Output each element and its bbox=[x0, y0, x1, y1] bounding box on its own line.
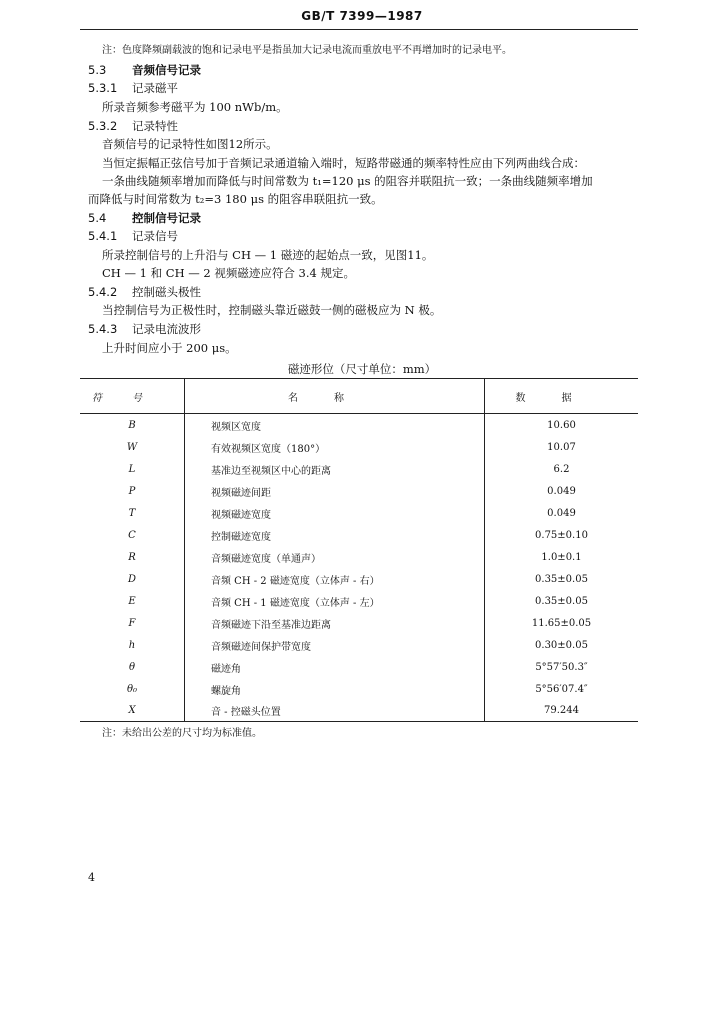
name-cell: 音频磁迹下沿至基准边距离 bbox=[185, 612, 485, 634]
name-cell: 螺旋角 bbox=[185, 678, 485, 700]
table-row bbox=[80, 436, 638, 458]
symbol-cell: W bbox=[80, 436, 185, 458]
section-title: 控制信号记录 bbox=[132, 211, 201, 225]
table-row bbox=[80, 700, 638, 722]
section-title: 记录信号 bbox=[132, 229, 178, 243]
symbol-cell: B bbox=[80, 414, 185, 437]
section-number: 5.3 bbox=[88, 63, 107, 77]
section-number: 5.3.1 bbox=[88, 81, 118, 95]
section-title: 控制磁头极性 bbox=[132, 285, 201, 299]
value-cell: 5°57′50.3″ bbox=[535, 661, 588, 673]
paragraph-continuation: 而降低与时间常数为 t₂=3 180 μs 的阻容串联阻抗一致。 bbox=[88, 192, 383, 206]
name-cell: 音频磁迹宽度（单通声） bbox=[185, 546, 485, 568]
value-cell: 0.049 bbox=[547, 507, 576, 519]
table-caption: 磁迹形位（尺寸单位：mm） bbox=[287, 362, 437, 376]
name-cell: 视频磁迹宽度 bbox=[185, 502, 485, 524]
paragraph: 所录控制信号的上升沿与 CH — 1 磁迹的起始点一致，见图11。 bbox=[102, 248, 434, 262]
table-row bbox=[80, 502, 638, 524]
value-cell: 0.35±0.05 bbox=[535, 595, 588, 607]
section-5-3-heading bbox=[88, 62, 201, 78]
document-header: GB/T 7399—1987 bbox=[301, 9, 423, 23]
value-cell: 0.049 bbox=[547, 485, 576, 497]
symbol-cell: θ₀ bbox=[80, 678, 185, 700]
section-number: 5.3.2 bbox=[88, 119, 118, 133]
symbol-cell: T bbox=[80, 502, 185, 524]
symbol-cell: F bbox=[80, 612, 185, 634]
track-dimensions-table bbox=[80, 378, 638, 722]
table-row bbox=[80, 612, 638, 634]
paragraph: 当控制信号为正极性时，控制磁头靠近磁鼓一侧的磁极应为 N 极。 bbox=[102, 303, 442, 317]
value-cell: 5°56′07.4″ bbox=[535, 683, 588, 695]
section-number: 5.4 bbox=[88, 211, 107, 225]
table-row bbox=[80, 590, 638, 612]
name-cell: 视频磁迹间距 bbox=[185, 480, 485, 502]
value-cell: 6.2 bbox=[553, 463, 570, 475]
value-cell: 0.30±0.05 bbox=[535, 639, 588, 651]
header-rule bbox=[80, 29, 638, 30]
symbol-cell: C bbox=[80, 524, 185, 546]
symbol-cell: h bbox=[80, 634, 185, 656]
section-5-4-3-heading bbox=[88, 321, 201, 337]
table-row bbox=[80, 524, 638, 546]
table-row bbox=[80, 568, 638, 590]
table-row bbox=[80, 414, 638, 437]
section-title: 音频信号记录 bbox=[132, 63, 201, 77]
name-cell: 音 - 控磁头位置 bbox=[185, 700, 485, 722]
top-note: 注：色度降频副载波的饱和记录电平是指虽加大记录电流而重放电平不再增加时的记录电平。 bbox=[102, 45, 512, 56]
symbol-cell: X bbox=[80, 700, 185, 722]
value-cell: 11.65±0.05 bbox=[531, 617, 592, 629]
value-cell: 1.0±0.1 bbox=[541, 551, 582, 563]
section-5-4-1-heading bbox=[88, 228, 178, 244]
symbol-cell: L bbox=[80, 458, 185, 480]
symbol-cell: P bbox=[80, 480, 185, 502]
symbol-cell: R bbox=[80, 546, 185, 568]
value-cell: 0.35±0.05 bbox=[535, 573, 588, 585]
page-number: 4 bbox=[88, 871, 95, 884]
column-header-data: 数据 bbox=[485, 379, 639, 414]
section-title: 记录特性 bbox=[132, 119, 178, 133]
name-cell: 有效视频区宽度（180°） bbox=[185, 436, 485, 458]
value-cell: 10.07 bbox=[547, 441, 576, 453]
name-cell: 磁迹角 bbox=[185, 656, 485, 678]
paragraph: CH — 1 和 CH — 2 视频磁迹应符合 3.4 规定。 bbox=[102, 266, 355, 280]
section-title: 记录磁平 bbox=[132, 81, 178, 95]
symbol-cell: D bbox=[80, 568, 185, 590]
column-header-symbol: 符号 bbox=[80, 379, 185, 414]
paragraph: 所录音频参考磁平为 100 nWb/m。 bbox=[102, 100, 288, 114]
value-cell: 0.75±0.10 bbox=[535, 529, 588, 541]
symbol-cell: θ bbox=[80, 656, 185, 678]
section-number: 5.4.2 bbox=[88, 285, 118, 299]
section-title: 记录电流波形 bbox=[132, 322, 201, 336]
name-cell: 视频区宽度 bbox=[185, 414, 485, 437]
table-header-row bbox=[80, 379, 638, 414]
table-row bbox=[80, 634, 638, 656]
section-5-3-1-heading bbox=[88, 80, 178, 96]
paragraph: 一条曲线随频率增加而降低与时间常数为 t₁=120 μs 的阻容并联阻抗一致；一条曲线随频率增加 bbox=[102, 174, 593, 188]
paragraph: 音频信号的记录特性如图12所示。 bbox=[102, 137, 278, 151]
name-cell: 基准边至视频区中心的距离 bbox=[185, 458, 485, 480]
table-row bbox=[80, 546, 638, 568]
paragraph: 上升时间应小于 200 μs。 bbox=[102, 341, 237, 355]
table-row bbox=[80, 458, 638, 480]
name-cell: 音频磁迹间保护带宽度 bbox=[185, 634, 485, 656]
value-cell: 10.60 bbox=[547, 419, 576, 431]
name-cell: 控制磁迹宽度 bbox=[185, 524, 485, 546]
table-row bbox=[80, 480, 638, 502]
table-row bbox=[80, 656, 638, 678]
section-5-4-heading bbox=[88, 210, 201, 226]
paragraph: 当恒定振幅正弦信号加于音频记录通道输入端时，短路带磁通的频率特性应由下列两曲线合成： bbox=[102, 156, 585, 170]
table-footnote: 注：未给出公差的尺寸均为标准值。 bbox=[102, 728, 262, 739]
column-header-name: 名称 bbox=[185, 379, 485, 414]
section-number: 5.4.1 bbox=[88, 229, 118, 243]
symbol-cell: E bbox=[80, 590, 185, 612]
name-cell: 音频 CH - 2 磁迹宽度（立体声 - 右） bbox=[185, 568, 485, 590]
value-cell: 79.244 bbox=[485, 700, 639, 722]
name-cell: 音频 CH - 1 磁迹宽度（立体声 - 左） bbox=[185, 590, 485, 612]
section-number: 5.4.3 bbox=[88, 322, 118, 336]
table-row bbox=[80, 678, 638, 700]
section-5-4-2-heading bbox=[88, 284, 201, 300]
section-5-3-2-heading bbox=[88, 118, 178, 134]
